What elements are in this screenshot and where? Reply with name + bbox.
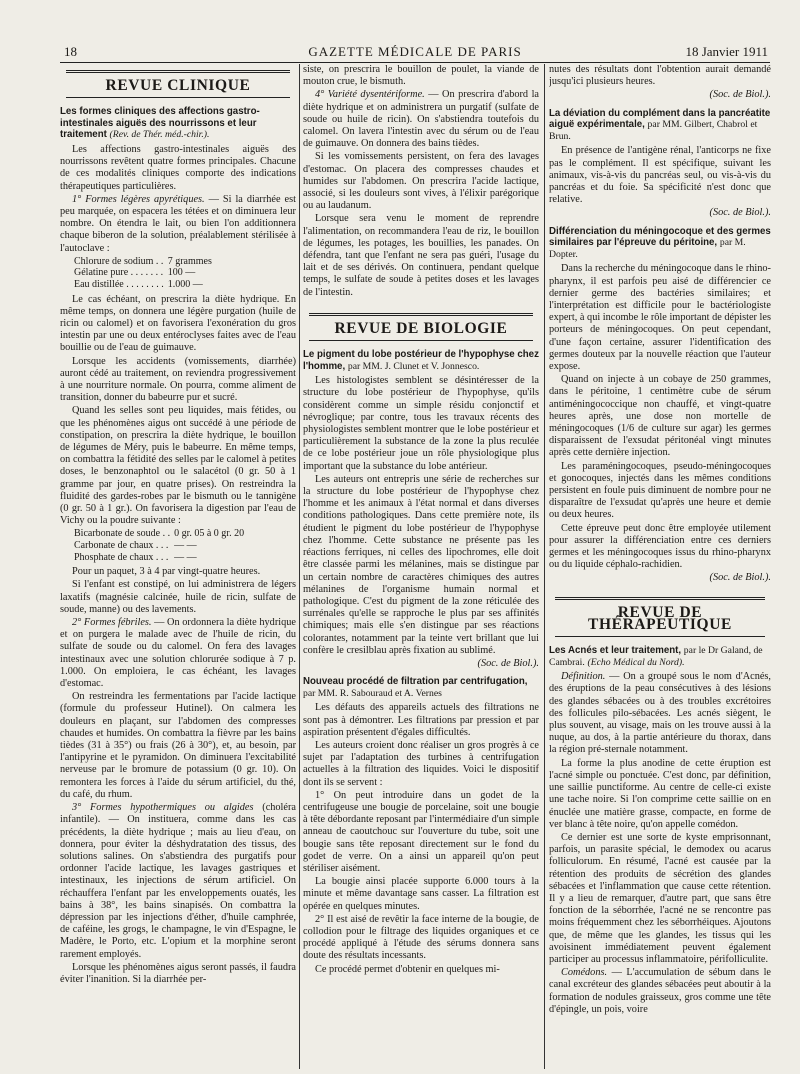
paragraph <box>60 194 296 255</box>
paragraph: Si les vomissements persistent, on fera des lavages d'estomac. On placera des compresses chaudes et humides sur l'abdomen. On prescrira l'acide lactique, associé, si les douleurs sont vives, à l'élixir parégorique ou au laudanum. <box>303 151 539 212</box>
article-title <box>549 645 771 668</box>
paragraph: siste, on prescrira le bouillon de poulet, la viande de mouton crue, le bismuth. <box>303 64 539 88</box>
paragraph: Lorsque les accidents (vomissements, diarrhée) auront cédé au traitement, on reviendra progressivement à une nourriture normale. On pourra, comme aliment de transition, donner du babeurre pur et sucré. <box>60 355 296 404</box>
article-signature: (Soc. de Biol.). <box>477 657 539 669</box>
article-signature: (Soc. de Biol.). <box>709 572 771 584</box>
column-1 <box>60 64 296 1069</box>
journal-title: GAZETTE MÉDICALE DE PARIS <box>308 44 522 59</box>
paragraph-text: — On a groupé sous le nom d'Acnés, des éruptions de la peau consécutives à des lésions des glandes sébacées ou à des troubles excrétoires des follicules pilo-sébacées. Les acnés siègent, le plus souvent, au visage, mais on les trouve aussi à la nuque, au dos, à la partie antérieure du thorax, dans la région pré-sternale notamment. <box>549 671 771 756</box>
article-signature: (Soc. de Biol.). <box>709 207 771 219</box>
article-signature: (Soc. de Biol.). <box>709 89 771 101</box>
prescription-row <box>74 256 216 268</box>
column-rule <box>299 64 300 1069</box>
page-number: 18 <box>64 44 77 59</box>
paragraph: Les auteurs ont entrepris une série de recherches sur la structure du lobe postérieur de l'hypophyse chez l'homme et les animaux à l'état normal et dans diverses conditions pathologiques. Dans cette première note, ils étudient le pigment du lobe postérieur de l'hypophyse chez l'homme. Cette substance ne présente pas les réactions ferriques, ni celles des lipochromes, elle doit être classée parmi les mélanines, mais se distingue par un certain nombre de caractères chimiques des autres mélanines de l'organisme humain normal et pathologique. C'est du pigment de la zone réticulée des surrénales qu'elle se rapproche le plus par ses affinités chimiques; mais elle s'en distingue par ses réactions colorantes, notamment par la teinte vert brillant que lui confère le cresilblau après fixation au sublimé. <box>303 473 539 656</box>
paragraph-lead: 2° Formes fébriles. <box>72 617 152 629</box>
column-rule <box>544 64 545 1069</box>
article-authors: par MM. R. Sabouraud et A. Vernes <box>303 687 442 699</box>
article-authors: par MM. Gilbert, Chabrol et Brun. <box>549 119 758 142</box>
paragraph: Cette épreuve peut donc être employée utilement pour assurer la différenciation entre ces derniers germes et les méningocoques issus du rhino-pharynx ou du liquide céphalo-rachidien. <box>549 522 771 571</box>
paragraph: nutes des résultats dont l'obtention aurait demandé jusqu'ici plusieurs heures. <box>549 64 771 88</box>
paragraph-lead: 3° Formes hypothermiques ou algides <box>72 802 254 814</box>
article-source: (Rev. de Thér. méd.-chir.). <box>109 129 210 141</box>
paragraph: Lorsque les phénomènes aigus seront passés, il faudra éviter l'inanition. Si la diarrhée per- <box>60 961 296 985</box>
paragraph: Pour un paquet, 3 à 4 par vingt-quatre heures. <box>72 566 261 578</box>
paragraph <box>549 967 771 1016</box>
ingredient: Phosphate de chaux . . . <box>74 551 169 563</box>
article-title-text: Nouveau procédé de filtration par centrifugation, <box>303 676 528 688</box>
column-3 <box>549 64 771 1069</box>
paragraph: La forme la plus anodine de cette éruption est l'acné simple ou ponctuée. C'est donc, par définition, une saillie punctiforme. Au centre de celle-ci existe une tache noire. Si l'on comprime cette saillie on en énuclée une matière grasse, compacte, en forme de ver blanc à tête noire, qu'on appelle comédon. <box>549 757 771 830</box>
article-title-text: La déviation du complément dans la pancréatite aiguë expérimentale, <box>549 107 771 131</box>
paragraph-text: — Si la diarrhée est peu marquée, on espacera les tétées et on diminuera leur nombre. On étendra le lait, ou bien l'on additionnera chaque biberon de la solution, préalablement stérilisée à l'autoclave : <box>60 193 296 254</box>
paragraph: Si l'enfant est constipé, on lui administrera de légers laxatifs (magnésie calcinée, huile de ricin, sulfate de soude, manne) ou des lavements. <box>60 579 296 615</box>
quantity: 7 grammes <box>167 255 212 267</box>
article-title-text: Différenciation du méningocoque et des germes similaires par l'épreuve du péritoine, <box>549 225 771 249</box>
quantity: 1.000 — <box>167 279 203 290</box>
ingredient: Bicarbonate de soude . . <box>74 528 171 540</box>
paragraph: Lorsque sera venu le moment de reprendre l'alimentation, on recommandera l'eau de riz, le bouillon de légumes, les potages, les bouillies, les panades. On défendra, tant que l'enfant ne sera pas guéri, l'usage du lait et de ses dérivés. On continuera, pendant quelque temps, le sulfate de soude à petites doses et les lavages de l'intestin. <box>303 213 539 298</box>
paragraph-text: — L'accumulation de sébum dans le canal excréteur des glandes sébacées peut aboutir à la formation de nodules graisseux, gros comme une tête d'épingle, un pois, voire <box>549 967 771 1015</box>
paragraph: En présence de l'antigène rénal, l'anticorps ne fixe pas le complément. Il est spécifique, suivant les animaux, vis-à-vis du pancréas seul, ou vis-à-vis du pancréas et du foie. Sa spécificité n'est donc que relative. <box>549 145 771 206</box>
section-title: REVUE DE BIOLOGIE <box>309 313 533 341</box>
paragraph <box>549 671 771 756</box>
quantity: 0 gr. 05 à 0 gr. 20 <box>174 528 245 540</box>
paragraph: Dans la recherche du méningocoque dans le rhino-pharynx, il est parfois peu aisé de différencier ce dernier germe des bactéries similaires; et l'interprétation est difficile pour le bactériologiste expert, à qui incombe le rôle important de dépister les porteurs de méningocoques. On peut cependant, d'une façon certaine, assurer l'identification des germes douteux par la nouvelle réaction que l'auteur expose. <box>549 263 771 373</box>
article-title <box>549 226 771 261</box>
paragraph: Le cas échéant, on prescrira la diète hydrique. En même temps, on donnera une légère purgation (huile de ricin ou calomel) et on favorisera l'exonération du gros intestin par une ou deux entéroclyses faites avec de l'eau bouillie ou de l'eau de guimauve. <box>60 293 296 354</box>
paragraph: Les paraméningocoques, pseudo-méningocoques et gonocoques, injectés dans les mêmes conditions persistent en foule puis diminuent de nombre pour ne disparaître de l'exsudat qu'après une heure et demie ou deux heures. <box>549 460 771 521</box>
ingredient: Gélatine pure . . . . . . . <box>74 267 164 279</box>
paragraph-lead: Définition. <box>561 671 606 683</box>
article-authors: par M. Dopter. <box>549 237 746 260</box>
prescription-table <box>74 528 248 563</box>
paragraph: Les affections gastro-intestinales aiguës des nourrissons revêtent quatre formes principales. Chacune de ces modalités cliniques comporte des indications thérapeutiques particulières. <box>60 143 296 192</box>
paragraph: Les défauts des appareils actuels des filtrations ne sont pas à démontrer. Les filtrations par pression et par aspiration présentent d'égales difficultés. <box>303 702 539 738</box>
paragraph <box>60 802 296 961</box>
section-title: REVUE DE THÉRAPEUTIQUE <box>555 597 765 637</box>
article-title <box>549 108 771 143</box>
section-title: REVUE CLINIQUE <box>66 70 290 98</box>
page-header <box>60 40 770 63</box>
paragraph-lead: Comédons. <box>561 967 608 979</box>
paragraph: Quand les selles sont peu liquides, mais fétides, ou que les phénomènes aigus ont succédé à une période de constipation, on prescrira la diète hydrique, le bouillon de légumes de Méry, puis le babeurre. En même temps, on combattra la fétidité des selles par le calomel à petites doses, le benzonaphtol ou le salacétol (0 gr. 50 à 1 gramme par jour, en quatre prises). On restreindra la fluidité des gardes-robes par le bismuth ou le tannigène (0 gr. 50 à 1 gr.). On favorisera la digestion par l'eau de Vichy ou la poudre suivante : <box>60 405 296 527</box>
paragraph: Les auteurs croient donc réaliser un gros progrès à ce sujet par l'adaptation des turbines à centrifugation actuelles à la filtration des liquides. Voici le dispositif dont ils se servent : <box>303 739 539 788</box>
paragraph: Quand on injecte à un cobaye de 250 grammes, dans le péritoine, 1 centimètre cube de sérum antiméningococcique non chauffé, et vingt-quatre heures après, une dose non mortelle de méningocoques (1/6 de culture sur agar) les germes disparaissent de l'exsudat péritonéal vingt minutes après cette dernière injection. <box>549 374 771 459</box>
article-authors: par le Dr Galand, de Cambrai. <box>549 645 763 668</box>
ingredient: Carbonate de chaux . . . <box>74 540 169 552</box>
paragraph: Les histologistes semblent se désintéresser de la structure du lobe postérieur de l'hypophyse, qu'ils considèrent comme un simple résidu conjonctif et névroglique; par contre, tous les travaux récents des physiologistes semblent montrer que le lobe postérieur et particulièrement la substance de la zone la plus reculée de ce lobe postérieur joue un rôle physiologique plus important que la substance du lobe antérieur. <box>303 375 539 472</box>
paragraph: Ce dernier est une sorte de kyste emprisonnant, parfois, un parasite spécial, le demodex ou acarus folliculorum. En résumé, l'acné est causée par la rétention des produits de sécrétion des glandes sébacées et l'inflammation que cause cette rétention. Il y a lieu de remarquer, d'autre part, que sans être fonction de la séborrhée, l'acné ne se rencontre pas moins fréquemment chez les séborrhéiques. Ajoutons que, de même que les glandes, les tissus qui les avoisinent immédiatement peuvent également participer au processus inflammatoire, périfolliculite. <box>549 831 771 965</box>
prescription-row <box>74 279 216 291</box>
paragraph-text: (choléra infantile). — On instituera, comme dans les cas précédents, la diète hydrique ; mais au lieu d'eau, on donnera, pour éviter la déshydratation des tissus, des solutions salines. On s'abstiendra des purgatifs pour ordonner l'acide lactique, les lavages gastriques et intestinaux, les injections de sérum artificiel. On réchauffera l'enfant par les enveloppements ouatés, les bains à 38°, les bains sinapisés. On combattra la dépression par les injections d'éther, d'huile camphrée, de caféine, les grogs, le champagne, le vin d'Espagne, le Madère, le Porto, etc. L'opium et la morphine seront rarement employés. <box>60 802 296 960</box>
ingredient: Eau distillée . . . . . . . . <box>74 279 164 290</box>
article-title <box>303 349 539 372</box>
prescription-row <box>74 528 248 540</box>
article-title <box>303 676 539 699</box>
paragraph: On restreindra les fermentations par l'acide lactique (formule du professeur Hutinel). On calmera les douleurs en plaçant, sur l'abdomen des compresses chaudes et humides. On combattra la fièvre par les bains tièdes (31 à 35°) ou frais (26 à 30°), et, au besoin, par l'antipyrine et le pyramidon. On diminuera l'excitabilité nerveuse par le bromure de potassium (0 gr. 10). On remontera les forces à l'aide du sérum artificiel, du thé, du café, du rhum. <box>60 691 296 800</box>
paragraph-text: — On prescrira d'abord la diète hydrique et on administrera un purgatif (sulfate de soude ou huile de ricin). On s'abstiendra toutefois du calomel. On lavera l'intestin avec du sérum ou de l'eau de guimauve. On donnera des bains tièdes. <box>303 89 539 150</box>
article-title-text: Les formes cliniques des affections gastro-intestinales aiguës des nourrissons et leur traitement <box>60 106 260 141</box>
prescription-row <box>74 540 248 552</box>
ingredient: Chlorure de sodium . . <box>74 255 164 267</box>
prescription-table <box>74 256 216 291</box>
prescription-row <box>74 267 216 279</box>
quantity: — — <box>174 551 197 563</box>
issue-date: 18 Janvier 1911 <box>685 44 768 59</box>
column-2 <box>303 64 539 1069</box>
paragraph <box>60 617 296 690</box>
paragraph-lead: 4° Variété dysentériforme. <box>315 89 425 101</box>
paragraph: Ce procédé permet d'obtenir en quelques mi- <box>315 963 500 975</box>
quantity: — — <box>174 540 197 552</box>
paragraph <box>303 89 539 150</box>
paragraph: La bougie ainsi placée supporte 6.000 tours à la minute et même davantage sans casser. La filtration est opérée en quelques minutes. <box>303 876 539 912</box>
paragraph: 1° On peut introduire dans un godet de la centrifugeuse une bougie de porcelaine, soit une bougie à tête débordante reposant par l'intermédiaire d'un simple anneau de caoutchouc sur l'ouverture du tube, soit une bougie sans tête reposant directement sur le fond du godet de verre. On a ainsi un appareil qu'on peut stériliser aisément. <box>303 789 539 874</box>
prescription-row <box>74 552 248 564</box>
article-source: (Echo Médical du Nord). <box>587 656 685 668</box>
quantity: 100 — <box>167 267 196 279</box>
paragraph-text: — On ordonnera la diète hydrique et on purgera le malade avec de l'huile de ricin, du sulfate de soude ou du calomel. On fera des lavages intestinaux avec une solution chlorurée sodique à 7 p. 1.000. On emploiera, le cas échéant, les lavages d'estomac. <box>60 617 296 690</box>
paragraph: 2° Il est aisé de revêtir la face interne de la bougie, de collodion pour le filtrage des liquides organiques et ce procédé appliqué à l'étude des sérums donnera sans doute des résultats incessants. <box>303 913 539 962</box>
article-authors: par MM. J. Clunet et V. Jonnesco. <box>347 360 480 372</box>
article-title-text: Le pigment du lobe postérieur de l'hypophyse chez l'homme, <box>303 349 539 372</box>
article-title-text: Les Acnés et leur traitement, <box>549 645 682 657</box>
article-title <box>60 106 296 141</box>
paragraph-lead: 1° Formes légères apyrétiques. <box>72 193 205 205</box>
